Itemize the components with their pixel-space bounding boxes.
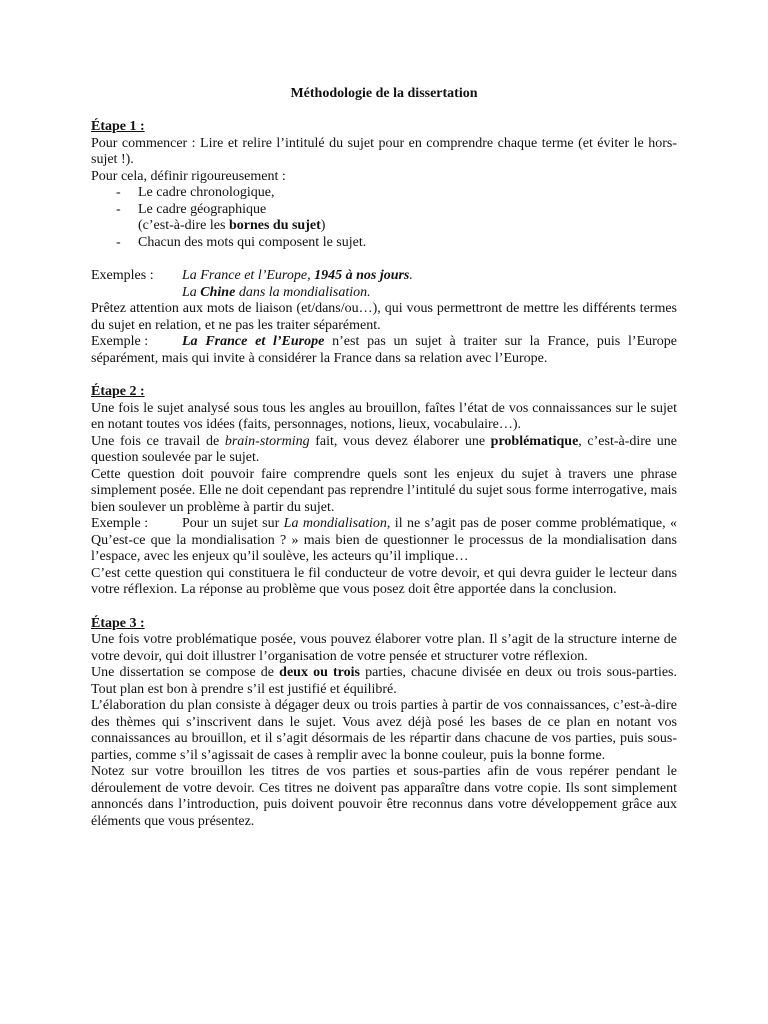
paragraph: Pour cela, définir rigoureusement : — [91, 168, 286, 184]
example-italic: La mondialisation — [283, 516, 387, 531]
paragraph: Prêtez attention aux mots de liaison (et/dans/ou…), qui vous permettront de mettre les différents termes du sujet en relation, et ne pas les traiter séparément. — [91, 301, 677, 333]
section-heading: Étape 2 : — [91, 384, 145, 399]
example-label: Exemples : — [91, 268, 154, 283]
paragraph: L’élaboration du plan consiste à dégager deux ou trois parties à partir de vos connaissances, c’est-à-dire des thèmes qui s’inscrivent dans le sujet. Vous avez déjà posé les bases de ce plan en notant vos connaissances au brouillon, et il s’agit désormais de les répartir dans chacune de vos parties, puis sous-parties, comme s’il s’agissait de cases à remplir avec la bonne couleur, puis la bonne forme. — [91, 698, 677, 763]
text-italic: brain-storming — [224, 433, 310, 449]
example-label: Exemple : — [91, 334, 149, 349]
section-etape-2 — [91, 384, 677, 599]
example-row — [91, 268, 677, 285]
example-bold: 1945 à nos jours — [314, 268, 410, 283]
section-etape-1 — [91, 119, 677, 367]
text: parties, chacune divisée en deux ou trois sous-parties. Tout plan est bon à prendre s’il est justifié et équilibré. — [91, 665, 677, 697]
example-text: , il ne s’agit pas de poser comme problématique, « Qu’est-ce que la mondialisation ? » mais bien de questionner le processus de la mondialisation dans l’espace, avec les enjeux qu’il soulève, les acteurs qu’il implique… — [91, 516, 678, 564]
example-paragraph — [91, 516, 677, 566]
section-etape-3 — [91, 616, 677, 831]
paragraph: Notez sur votre brouillon les titres de vos parties et sous-parties afin de vous repérer pendant le déroulement de votre devoir. Ces titres ne doivent pas apparaître dans votre copie. Ils sont simplement annoncés dans l’introduction, puis doivent pouvoir être reconnus dans votre développement grâce aux éléments que vous présentez. — [91, 764, 677, 829]
list-item-text: Chacun des mots qui composent le sujet. — [138, 234, 367, 250]
paragraph: C’est cette question qui constituera le fil conducteur de votre devoir, et qui devra guider le lecteur dans votre réflexion. La réponse au problème que vous posez doit être apportée dans la conclusion. — [91, 565, 677, 597]
example-text: n’est pas un sujet à traiter sur la France, puis l’Europe séparément, mais qui invite à considérer la France dans sa relation avec l’Europe. — [91, 334, 677, 366]
paragraph: Pour commencer : Lire et relire l’intitulé du sujet pour en comprendre chaque terme (et éviter le hors-sujet !). — [91, 135, 677, 167]
note-bold: bornes du sujet — [228, 218, 321, 233]
list-item-text: Le cadre chronologique, — [138, 185, 275, 200]
paragraph — [91, 434, 677, 467]
list-item-note — [91, 218, 677, 235]
example-row — [91, 285, 677, 302]
criteria-list — [91, 235, 677, 252]
section-heading: Étape 1 : — [91, 119, 145, 134]
list-item — [91, 235, 677, 252]
text-bold: problématique — [490, 433, 579, 449]
document-body — [91, 119, 677, 830]
example-text: Pour un sujet sur — [182, 516, 284, 531]
text: fait, vous devez élaborer une — [309, 433, 491, 449]
page-title: Méthodologie de la dissertation — [290, 86, 478, 101]
paragraph: Une fois votre problématique posée, vous pouvez élaborer votre plan. Il s’agit de la structure interne de votre devoir, qui doit illustrer l’organisation de votre pensée et structurer votre réflexion. — [91, 632, 677, 664]
text-bold: deux ou trois — [279, 665, 360, 680]
example-bold: La France et l’Europe — [182, 334, 325, 349]
note-text: (c’est-à-dire les — [138, 218, 229, 233]
list-item-text: Le cadre géographique — [138, 201, 267, 217]
dash-marker: - — [116, 201, 121, 217]
note-text: ) — [320, 218, 326, 233]
example-label: Exemple : — [91, 516, 149, 531]
text: Une fois ce travail de — [91, 433, 225, 449]
paragraph — [91, 665, 677, 698]
text: Une dissertation se compose de — [91, 665, 280, 680]
dash-marker: - — [116, 234, 121, 250]
example-text — [182, 268, 413, 285]
example-italic: La France et l’Europe, — [182, 268, 315, 283]
section-heading: Étape 3 : — [91, 615, 145, 631]
paragraph: Cette question doit pouvoir faire comprendre quels sont les enjeux du sujet à travers une phrase simplement posée. Elle ne doit cependant pas reprendre l’intitulé du sujet sous forme interrogative, mais bien soulever un problème à partir du sujet. — [91, 466, 677, 515]
example-bold: Chine — [200, 284, 236, 300]
example-italic: La — [182, 284, 201, 300]
dash-marker: - — [116, 185, 121, 200]
example-italic: . — [409, 268, 413, 283]
list-item — [91, 185, 677, 202]
paragraph: Une fois le sujet analysé sous tous les angles au brouillon, faîtes l’état de vos connaissances sur le sujet en notant toutes vos idées (faits, personnages, notions, lieux, vocabulaire…). — [91, 400, 677, 432]
example-italic: dans la mondialisation. — [235, 284, 371, 300]
example-paragraph — [91, 334, 677, 367]
criteria-list — [91, 185, 677, 218]
text: , c’est-à-dire une question soulevée par le sujet. — [91, 433, 677, 465]
list-item — [91, 202, 677, 219]
